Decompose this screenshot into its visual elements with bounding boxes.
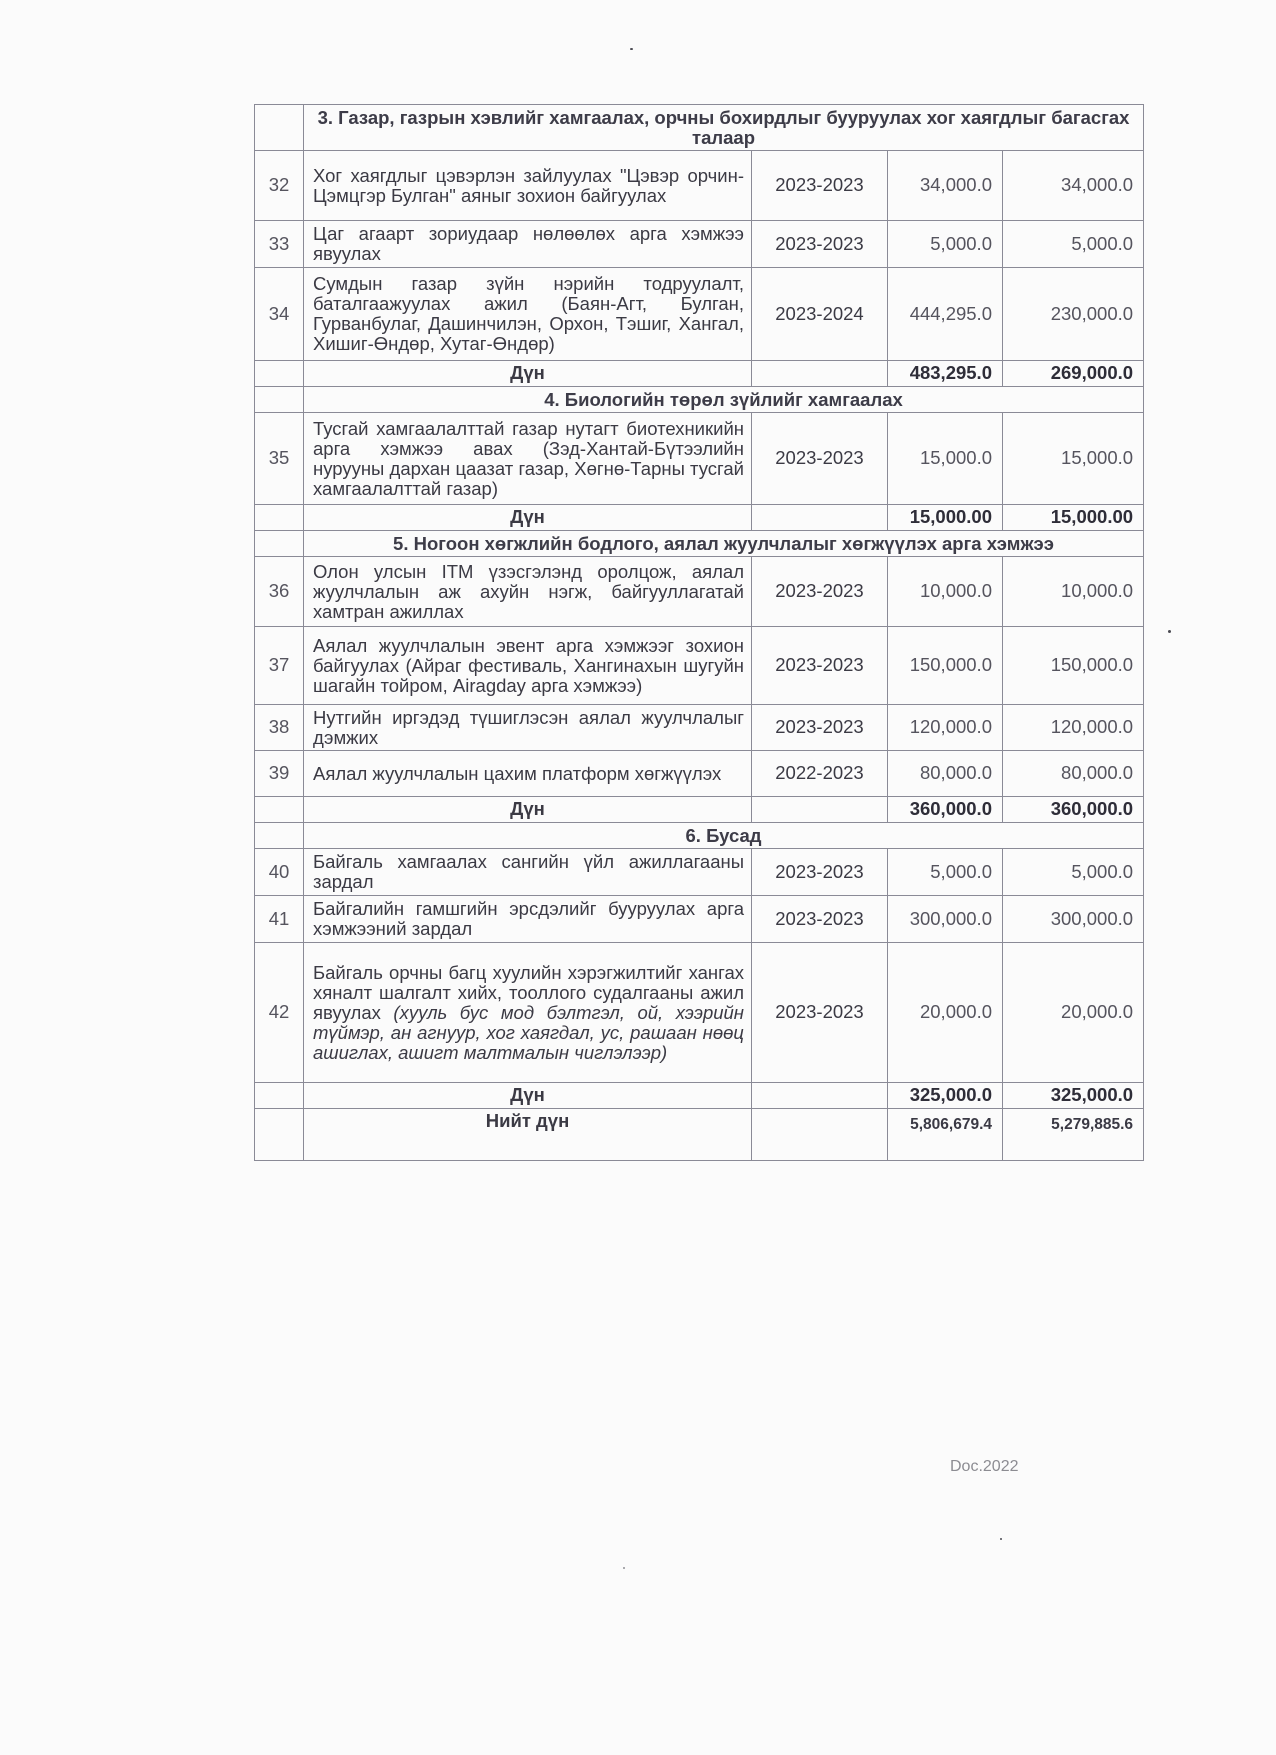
row-total-amount: 80,000.0 [888, 751, 1003, 797]
subtotal-row [255, 361, 1144, 387]
row-years: 2023-2023 [752, 896, 888, 943]
table-row [255, 151, 1144, 221]
row-description: Нутгийн иргэдэд түшиглэсэн аялал жуулчлалыг дэмжих [304, 705, 752, 751]
row-budget-amount: 20,000.0 [1003, 943, 1144, 1083]
section-header-row [255, 105, 1144, 151]
row-total-amount: 300,000.0 [888, 896, 1003, 943]
section-title: 6. Бусад [304, 823, 1144, 849]
table-row [255, 896, 1144, 943]
table-row [255, 413, 1144, 505]
section-title: 4. Биологийн төрөл зүйлийг хамгаалах [304, 387, 1144, 413]
row-description-italic: (хууль бус мод бэлтгэл, ой, хээрийн түймэр, ан агнуур, хог хаягдал, ус, рашаан нөөц ашиглах, ашигт малтмалын чиглэлээр) [313, 1001, 744, 1063]
row-description [304, 943, 752, 1083]
row-budget-amount: 10,000.0 [1003, 557, 1144, 627]
row-description: Хог хаягдлыг цэвэрлэн зайлуулах "Цэвэр орчин-Цэмцгэр Булган" аяныг зохион байгуулах [304, 151, 752, 221]
row-number: 42 [255, 943, 304, 1083]
subtotal-budget-amount: 269,000.0 [1003, 361, 1144, 387]
row-number: 32 [255, 151, 304, 221]
table-row [255, 221, 1144, 268]
row-years: 2023-2023 [752, 943, 888, 1083]
grand-total-row [255, 1109, 1144, 1161]
table-row [255, 268, 1144, 361]
row-years: 2023-2023 [752, 849, 888, 896]
section-header-row [255, 531, 1144, 557]
row-description-main: Байгаль орчны багц хуулийн хэрэгжилтийг хангах хяналт шалгалт хийх, тооллого судалгааны ажил явуулах [313, 961, 744, 1023]
row-number: 39 [255, 751, 304, 797]
subtotal-row [255, 505, 1144, 531]
subtotal-row [255, 1083, 1144, 1109]
grand-total-label: Нийт дүн [304, 1109, 752, 1161]
scan-speck [1000, 1538, 1002, 1540]
row-number: 35 [255, 413, 304, 505]
row-total-amount: 10,000.0 [888, 557, 1003, 627]
row-years: 2022-2023 [752, 751, 888, 797]
section-header-row [255, 387, 1144, 413]
row-budget-amount: 5,000.0 [1003, 849, 1144, 896]
row-years: 2023-2023 [752, 557, 888, 627]
row-description: Цаг агаарт зориудаар нөлөөлөх арга хэмжээ явуулах [304, 221, 752, 268]
subtotal-budget-amount: 15,000.00 [1003, 505, 1144, 531]
table-row [255, 705, 1144, 751]
row-budget-amount: 15,000.0 [1003, 413, 1144, 505]
table-row [255, 849, 1144, 896]
subtotal-total-amount: 15,000.00 [888, 505, 1003, 531]
row-number: 36 [255, 557, 304, 627]
scan-speck [623, 1567, 625, 1569]
row-description: Аялал жуулчлалын цахим платформ хөгжүүлэх [304, 751, 752, 797]
row-years: 2023-2023 [752, 705, 888, 751]
row-years: 2023-2023 [752, 151, 888, 221]
row-years: 2023-2023 [752, 413, 888, 505]
subtotal-total-amount: 483,295.0 [888, 361, 1003, 387]
table-row [255, 751, 1144, 797]
row-number: 40 [255, 849, 304, 896]
row-total-amount: 5,000.0 [888, 221, 1003, 268]
table-row [255, 557, 1144, 627]
row-number: 34 [255, 268, 304, 361]
row-description: Сумдын газар зүйн нэрийн тодруулалт, баталгаажуулах ажил (Баян-Агт, Булган, Гурванбулаг, Дашинчилэн, Орхон, Тэшиг, Хангал, Хишиг-Өндөр, Хутаг-Өндөр) [304, 268, 752, 361]
subtotal-label: Дүн [304, 1083, 752, 1109]
row-budget-amount: 120,000.0 [1003, 705, 1144, 751]
row-total-amount: 20,000.0 [888, 943, 1003, 1083]
row-total-amount: 34,000.0 [888, 151, 1003, 221]
section-title: 3. Газар, газрын хэвлийг хамгаалах, орчны бохирдлыг бууруулах хог хаягдлыг багасгах талаар [304, 105, 1144, 151]
subtotal-label: Дүн [304, 505, 752, 531]
row-total-amount: 444,295.0 [888, 268, 1003, 361]
row-years: 2023-2023 [752, 627, 888, 705]
row-budget-amount: 230,000.0 [1003, 268, 1144, 361]
row-years: 2023-2023 [752, 221, 888, 268]
row-budget-amount: 5,000.0 [1003, 221, 1144, 268]
subtotal-budget-amount: 360,000.0 [1003, 797, 1144, 823]
grand-total-budget: 5,279,885.6 [1003, 1109, 1144, 1161]
row-years: 2023-2024 [752, 268, 888, 361]
section-header-row [255, 823, 1144, 849]
row-description: Тусгай хамгаалалттай газар нутагт биотехникийн арга хэмжээ авах (Зэд-Хантай-Бүтээлийн нурууны дархан цаазат газар, Хөгнө-Тарны тусгай хамгаалалттай газар) [304, 413, 752, 505]
subtotal-label: Дүн [304, 361, 752, 387]
grand-total-amount: 5,806,679.4 [888, 1109, 1003, 1161]
table-row [255, 627, 1144, 705]
row-description: Байгалийн гамшгийн эрсдэлийг бууруулах арга хэмжээний зардал [304, 896, 752, 943]
row-number: 37 [255, 627, 304, 705]
subtotal-total-amount: 360,000.0 [888, 797, 1003, 823]
subtotal-budget-amount: 325,000.0 [1003, 1083, 1144, 1109]
row-number: 41 [255, 896, 304, 943]
document-mark: Doc.2022 [950, 1458, 1019, 1475]
section-title: 5. Ногоон хөгжлийн бодлого, аялал жуулчлалыг хөгжүүлэх арга хэмжээ [304, 531, 1144, 557]
table-row [255, 943, 1144, 1083]
scan-speck [1168, 630, 1171, 633]
row-budget-amount: 300,000.0 [1003, 896, 1144, 943]
row-description: Олон улсын ITM үзэсгэлэнд оролцож, аялал жуулчлалын аж ахуйн нэгж, байгууллагатай хамтран ажиллах [304, 557, 752, 627]
row-description: Байгаль хамгаалах сангийн үйл ажиллагааны зардал [304, 849, 752, 896]
row-total-amount: 15,000.0 [888, 413, 1003, 505]
row-number: 38 [255, 705, 304, 751]
subtotal-row [255, 797, 1144, 823]
subtotal-label: Дүн [304, 797, 752, 823]
row-total-amount: 150,000.0 [888, 627, 1003, 705]
row-total-amount: 120,000.0 [888, 705, 1003, 751]
row-budget-amount: 80,000.0 [1003, 751, 1144, 797]
scan-speck [630, 48, 633, 50]
row-budget-amount: 150,000.0 [1003, 627, 1144, 705]
subtotal-total-amount: 325,000.0 [888, 1083, 1003, 1109]
row-number: 33 [255, 221, 304, 268]
budget-table [254, 104, 1144, 1161]
budget-table-container [254, 104, 1143, 1161]
row-total-amount: 5,000.0 [888, 849, 1003, 896]
row-budget-amount: 34,000.0 [1003, 151, 1144, 221]
row-description: Аялал жуулчлалын эвент арга хэмжээг зохион байгуулах (Айраг фестиваль, Хангинахын шугуйн шагайн тойром, Airagday арга хэмжээ) [304, 627, 752, 705]
